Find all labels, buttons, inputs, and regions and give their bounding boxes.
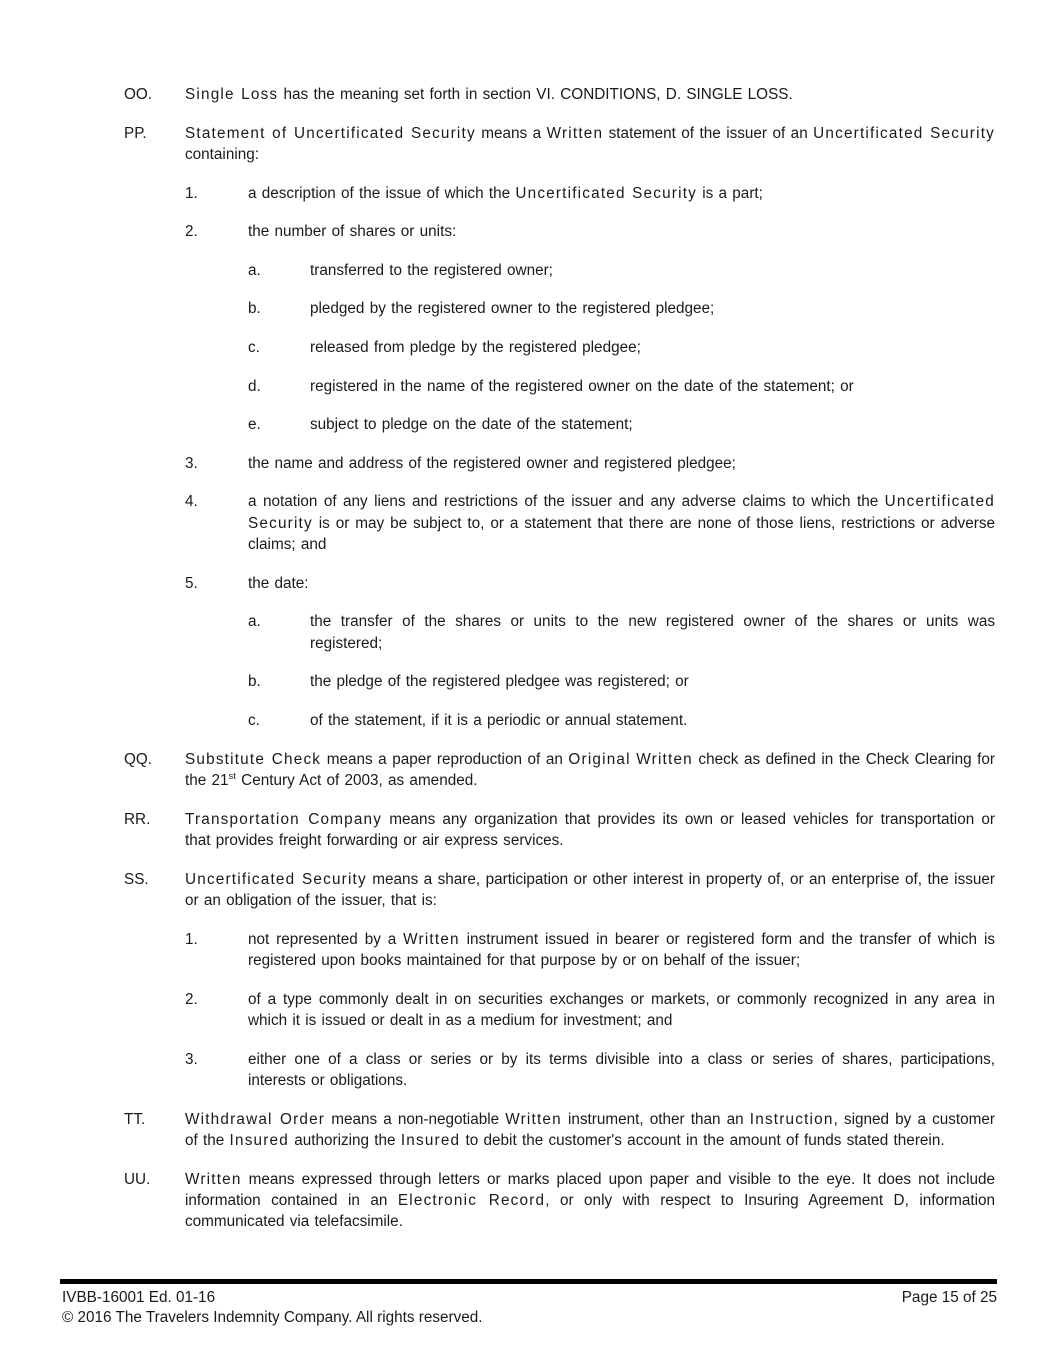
definition-label: RR. (124, 810, 151, 828)
text-segment: , or only with respect to Insuring Agreement D, information communicated via telefacsimile. (185, 1191, 995, 1231)
list-letter: a. (248, 261, 261, 279)
list-item-3 (185, 1049, 995, 1092)
list-number: 3. (185, 1050, 198, 1068)
paragraph (185, 123, 995, 166)
text-segment: has the meaning set forth in section VI. CONDITIONS, D. SINGLE LOSS. (278, 86, 793, 103)
definition-label: OO. (124, 86, 153, 103)
list-number: 3. (185, 454, 198, 472)
text-segment: either one of a class or series or by its terms divisible into a class or series of shares, participations, interests or obligations. (248, 1050, 995, 1089)
text-segment: , signed by a customer of the (185, 1110, 995, 1149)
term-text: Electronic Record (397, 1191, 546, 1209)
list-letter: c. (248, 338, 260, 356)
list-letter: d. (248, 377, 261, 395)
definition-item-ss (124, 869, 995, 1092)
list-letter: b. (248, 673, 261, 691)
list-number: 5. (185, 574, 198, 592)
definition-text (185, 84, 995, 105)
page-number: Page 15 of 25 (901, 1289, 997, 1306)
definition-text (185, 123, 995, 732)
footer (62, 1288, 997, 1308)
text-segment: Century Act of 2003, as amended. (235, 771, 478, 789)
term-text: Instruction (749, 1110, 834, 1128)
text-segment: the name and address of the registered owner and registered pledgee; (248, 454, 736, 472)
list-item-text (248, 221, 995, 435)
list-item-text: subject to pledge on the date of the statement; (310, 416, 633, 434)
list-item-5 (185, 573, 995, 732)
text-segment: a notation of any liens and restrictions of the issuer and any adverse claims to which the (248, 493, 885, 511)
term-text: Uncertificated Security (248, 493, 995, 532)
list-item-text: transferred to the registered owner; (310, 261, 553, 279)
text-segment: means any organization that provides its own or leased vehicles for transportation or that provides freight forwarding or air express services. (185, 810, 996, 849)
paragraph (248, 573, 995, 594)
list-item-2 (185, 989, 995, 1032)
definition-text (185, 1109, 995, 1152)
list-item-text: of the statement, if it is a periodic or annual statement. (310, 711, 688, 729)
list-item-text (248, 491, 995, 555)
list-item-text: the transfer of the shares or units to the new registered owner of the shares or units was registered; (310, 613, 995, 652)
definition-item-rr (124, 809, 995, 852)
list-number: 2. (185, 223, 198, 241)
text-segment: authorizing the (288, 1131, 401, 1149)
list-item-4 (185, 491, 995, 555)
term-text: Written (505, 1110, 562, 1128)
list-item-2b (248, 298, 995, 319)
definition-item-qq (124, 749, 995, 792)
paragraph (248, 221, 995, 242)
list-item-2 (185, 221, 995, 435)
list-item-text: pledged by the registered owner to the registered pledgee; (310, 300, 715, 318)
list-number: 1. (185, 930, 198, 948)
list-item-1 (185, 183, 995, 204)
text-segment: instrument, other than an (561, 1110, 750, 1128)
definition-item-oo (124, 84, 995, 105)
term-text: Written (185, 1170, 242, 1188)
text-segment: to debit the customer's account in the amount of funds stated therein. (460, 1131, 945, 1149)
list-item-text (248, 989, 995, 1032)
term-text: Written (403, 930, 460, 948)
term-text: Original (568, 750, 631, 768)
term-text: Substitute Check (185, 750, 322, 768)
term-text: Written (636, 750, 693, 768)
definitions-section (124, 84, 995, 1250)
text-segment: means a non-negotiable (325, 1110, 506, 1128)
list-item-text (248, 453, 995, 474)
definition-label: SS. (124, 870, 149, 888)
list-letter: b. (248, 300, 261, 318)
term-text: Insured (229, 1131, 289, 1149)
list-item-text: released from pledge by the registered pledgee; (310, 338, 641, 356)
definition-item-pp (124, 123, 995, 732)
definition-item-uu (124, 1169, 995, 1233)
list-item-2c (248, 337, 995, 358)
text-segment: not represented by a (248, 930, 404, 948)
definition-text (185, 869, 995, 1092)
term-text: Transportation Company (185, 810, 383, 828)
term-text: Written (546, 124, 604, 142)
list-item-2e (248, 414, 995, 435)
text-segment: means a paper reproduction of an (321, 750, 569, 768)
list-letter: a. (248, 613, 261, 631)
text-segment: statement of the issuer of an (603, 124, 814, 142)
list-item-text (248, 183, 995, 204)
list-item-text: the pledge of the registered pledgee was registered; or (310, 673, 689, 691)
definition-label: QQ. (124, 750, 153, 768)
list-item-2a (248, 260, 995, 281)
paragraph (185, 869, 995, 912)
term-text: Statement of Uncertificated Security (185, 124, 476, 142)
definition-item-tt (124, 1109, 995, 1152)
definition-label: PP. (124, 124, 147, 142)
text-segment: means expressed through letters or marks placed upon paper and visible to the eye. It does not include information contained in an (185, 1170, 995, 1209)
footer-rule (60, 1279, 997, 1284)
definition-text (185, 809, 995, 852)
text-segment: is a part; (697, 184, 763, 202)
text-segment: the number of shares or units: (248, 223, 457, 241)
list-letter: c. (248, 711, 260, 729)
term-text: Uncertificated Security (185, 870, 367, 888)
list-number: 2. (185, 990, 198, 1008)
list-item-3 (185, 453, 995, 474)
definition-text (185, 749, 995, 792)
list-item-1 (185, 929, 995, 972)
definition-label: TT. (124, 1110, 146, 1128)
term-text: Insured (400, 1131, 461, 1149)
text-segment: instrument issued in bearer or registered form and the transfer of which is registered upon books maintained for that purpose by or on behalf of the issuer; (248, 930, 995, 969)
list-number: 4. (185, 493, 198, 511)
copyright-notice: © 2016 The Travelers Indemnity Company. All rights reserved. (62, 1309, 483, 1326)
term-text: Single Loss (185, 86, 279, 103)
superscript-st: st (228, 770, 236, 782)
form-number: IVBB-16001 Ed. 01-16 (62, 1289, 216, 1306)
term-text: Uncertificated Security (813, 124, 995, 142)
list-item-5a (248, 611, 995, 654)
text-segment: a description of the issue of which the (248, 184, 516, 202)
list-item-text (248, 573, 995, 732)
list-item-text (248, 1049, 995, 1092)
text-segment: is or may be subject to, or a statement that there are none of those liens, restrictions or adverse claims; and (248, 514, 995, 554)
list-item-5b (248, 671, 995, 692)
text-segment: check as defined in the Check Clearing for the 21 (185, 750, 995, 789)
list-number: 1. (185, 184, 198, 202)
definition-label: UU. (124, 1170, 151, 1188)
list-item-5c (248, 710, 995, 731)
text-segment: means a share, participation or other interest in property of, or an enterprise of, the issuer or an obligation of the issuer, that is: (185, 870, 995, 909)
text-segment: of a type commonly dealt in on securities exchanges or markets, or commonly recognized in any area in which it is issued or dealt in as a medium for investment; and (248, 990, 995, 1029)
text-segment: means a (475, 124, 547, 142)
definition-text (185, 1169, 995, 1233)
list-item-2d (248, 376, 995, 397)
term-text: Withdrawal Order (185, 1110, 326, 1128)
list-letter: e. (248, 416, 261, 434)
list-item-text (248, 929, 995, 972)
text-segment: the date: (248, 574, 309, 592)
list-item-text: registered in the name of the registered owner on the date of the statement; or (310, 377, 854, 395)
text-segment: containing: (185, 146, 259, 163)
term-text: Uncertificated Security (515, 184, 697, 202)
